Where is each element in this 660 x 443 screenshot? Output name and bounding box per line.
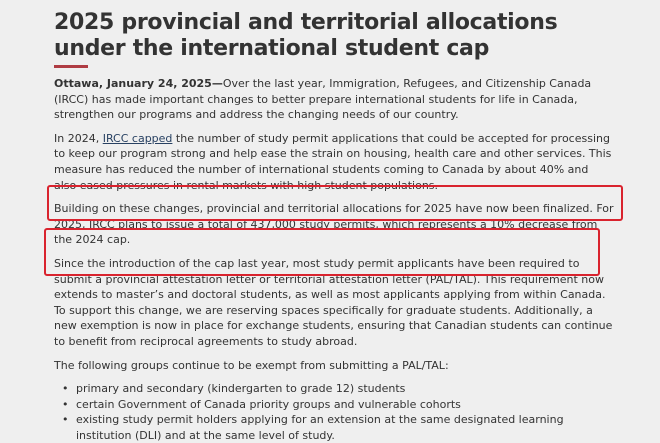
title-accent-rule [54, 65, 88, 68]
list-item-text: certain Government of Canada priority groups and vulnerable cohorts [76, 397, 461, 411]
dateline: Ottawa, January 24, 2025— [54, 77, 223, 90]
allocations-paragraph: Building on these changes, provincial and territorial allocations for 2025 have now been finalized. For 2025, IRCC plans to issue a total of 437,000 study permits, which represents a 10% decrease from the 2024 cap. [54, 202, 614, 247]
list-item [62, 397, 616, 413]
intro-text: Over the last year, Immigration, Refugees, and Citizenship Canada (IRCC) has made important changes to better prepare international students for life in Canada, strengthen our programs and address the changing needs of our country. [54, 77, 592, 122]
list-item-text: existing study permit holders applying for an extension at the same designated learning institution (DLI) and at the same level of study. [76, 413, 564, 442]
intro-paragraph [54, 76, 614, 123]
cap-paragraph [54, 131, 614, 193]
ircc-capped-link[interactable]: IRCC capped [102, 131, 173, 145]
cap-text-after: the number of study permit applications that could be accepted for processing to keep our program strong and help ease the strain on housing, health care and other services. This measure has reduced the number of international students coming to Canada by about 40% and also eased pressures in rental markets with high student populations. [54, 131, 612, 192]
bullet-icon: • [62, 397, 69, 411]
cap-text-before: In 2024, [54, 131, 103, 145]
page-title: 2025 provincial and territorial allocations under the international student cap [54, 10, 558, 61]
bullet-icon: • [62, 413, 69, 427]
list-item [62, 381, 616, 397]
pal-tal-paragraph: Since the introduction of the cap last year, most study permit applicants have been required to submit a provincial attestation letter or territorial attestation letter (PAL/TAL). This requirement now extends to master’s and doctoral students, as well as most applicants applying from within Canada. To support this change, we are reserving spaces specifically for graduate students. Additionally, a new exemption is now in place for exchange students, ensuring that Canadian students can continue to benefit from reciprocal agreements to study abroad. [54, 256, 613, 348]
exempt-groups-list [54, 381, 616, 443]
list-item [62, 412, 616, 443]
exempt-intro-paragraph: The following groups continue to be exempt from submitting a PAL/TAL: [54, 358, 449, 372]
bullet-icon: • [62, 382, 69, 396]
list-item-text: primary and secondary (kindergarten to grade 12) students [76, 382, 406, 396]
